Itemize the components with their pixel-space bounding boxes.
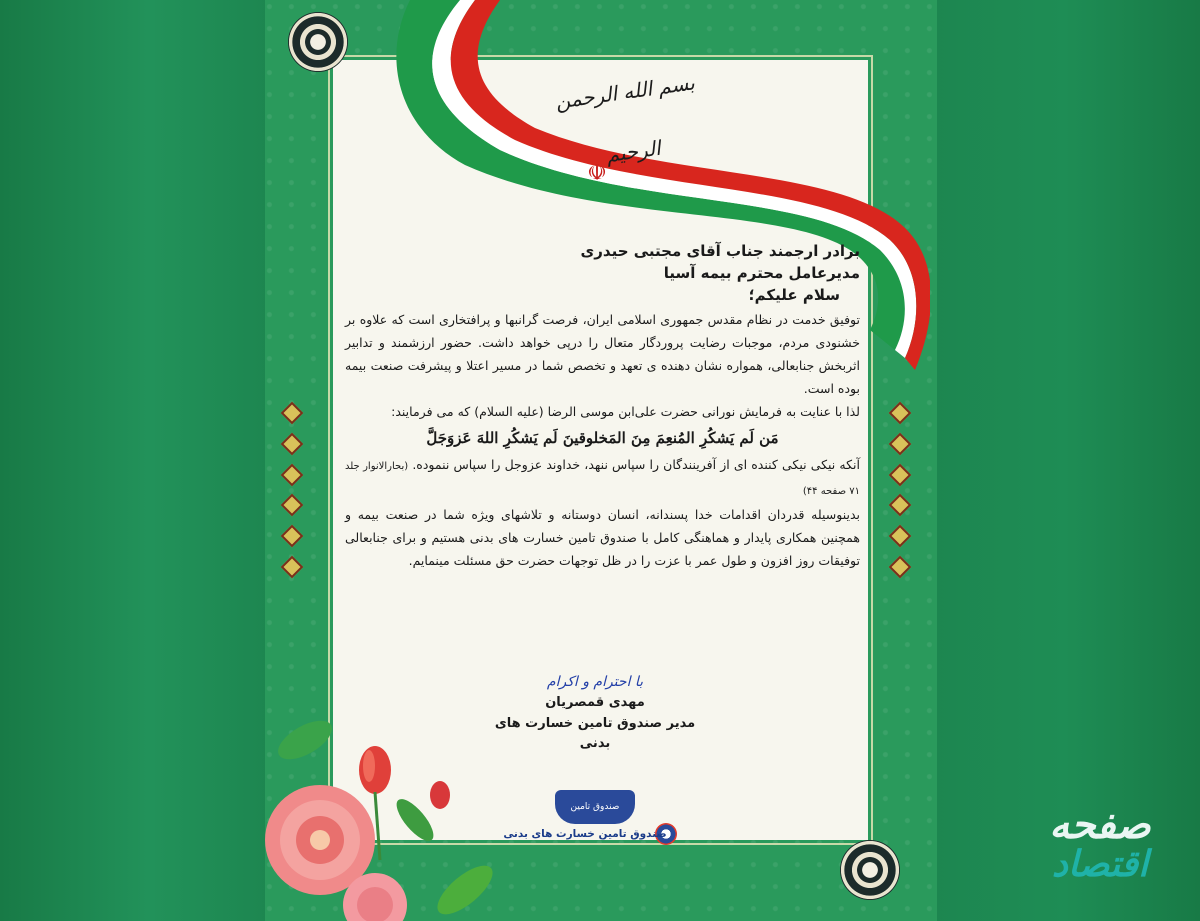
greeting: سلام علیکم؛	[748, 286, 840, 304]
diamond-ornament-column-right	[885, 405, 915, 575]
hadith-quote: مَن لَم یَشکُرِ المُنعِمَ مِنَ المَخلوقینَ لَم یَشکُرِ اللهَ عَزوَجَلَّ	[426, 429, 779, 447]
reference: (بحارالانوار جلد ۷۱ صفحه ۴۴)	[345, 461, 860, 497]
paragraph-1: توفیق خدمت در نظام مقدس جمهوری اسلامی ایران، فرصت گرانبها و پرافتخاری است که علاوه بر خشنودی مردم، موجبات رضایت پروردگار متعال را درپی خواهد داشت. حضور ارزشمند و تدابیر اثربخش جنابعالی، همواره نشان دهنده ی تعهد و تخصص شما در مسیر اعتلا و پیشرفت صنعت بیمه بوده است.	[345, 312, 860, 396]
recipient-line-1: برادر ارجمند جناب آقای مجتبی حیدری	[580, 242, 860, 260]
site-watermark-logo	[1015, 800, 1185, 900]
organization-logo-emblem: صندوق تامین	[555, 790, 635, 824]
background-right	[930, 0, 1200, 921]
translation: آنکه نیکی نیکی کننده ای از آفرینندگان را سپاس ننهد، خداوند عزوجل را سپاس ننموده.	[412, 457, 860, 472]
rosette-ornament-top-left	[288, 12, 348, 72]
diamond-ornament-column-left	[277, 405, 307, 575]
organization-name: صندوق تامین خسارت های بدنی	[503, 828, 667, 840]
rosette-ornament-bottom-right	[840, 840, 900, 900]
translation-block	[345, 453, 860, 503]
basmala-calligraphy: بسم الله الرحمن الرحیم	[553, 70, 697, 168]
paragraph-3: بدینوسیله قدردان اقدامات خدا پسندانه، انسان دوستانه و تلاشهای ویژه شما در صنعت بیمه و همچنین همکاری پایدار و هماهنگی کامل با صندوق تامین خسارت های بدنی هستیم و برای جنابعالی توفیقات روز افزون و طول عمر با عزت را در ظل توجهات حضرت حق مسئلت مینمایم.	[345, 507, 860, 568]
signature-closing: با احترام و اکرام	[546, 674, 644, 690]
letter-body	[345, 240, 860, 572]
signature-block	[480, 672, 710, 754]
signatory-title: مدیر صندوق تامین خسارت های بدنی	[494, 716, 696, 751]
signatory-name: مهدی قمصریان	[545, 695, 645, 710]
background-left	[0, 0, 270, 921]
recipient-line-2: مدیرعامل محترم بیمه آسیا	[663, 264, 860, 282]
flower-decoration	[265, 700, 505, 921]
iran-emblem-icon: ☫	[587, 161, 607, 186]
paragraph-2: لذا با عنایت به فرمایش نورانی حضرت علی‌ابن موسی الرضا (علیه السلام) که می فرمایند:	[391, 404, 860, 419]
watermark-line-2: اقتصاد	[1051, 843, 1149, 885]
watermark-line-1: صفحه	[1049, 801, 1151, 848]
